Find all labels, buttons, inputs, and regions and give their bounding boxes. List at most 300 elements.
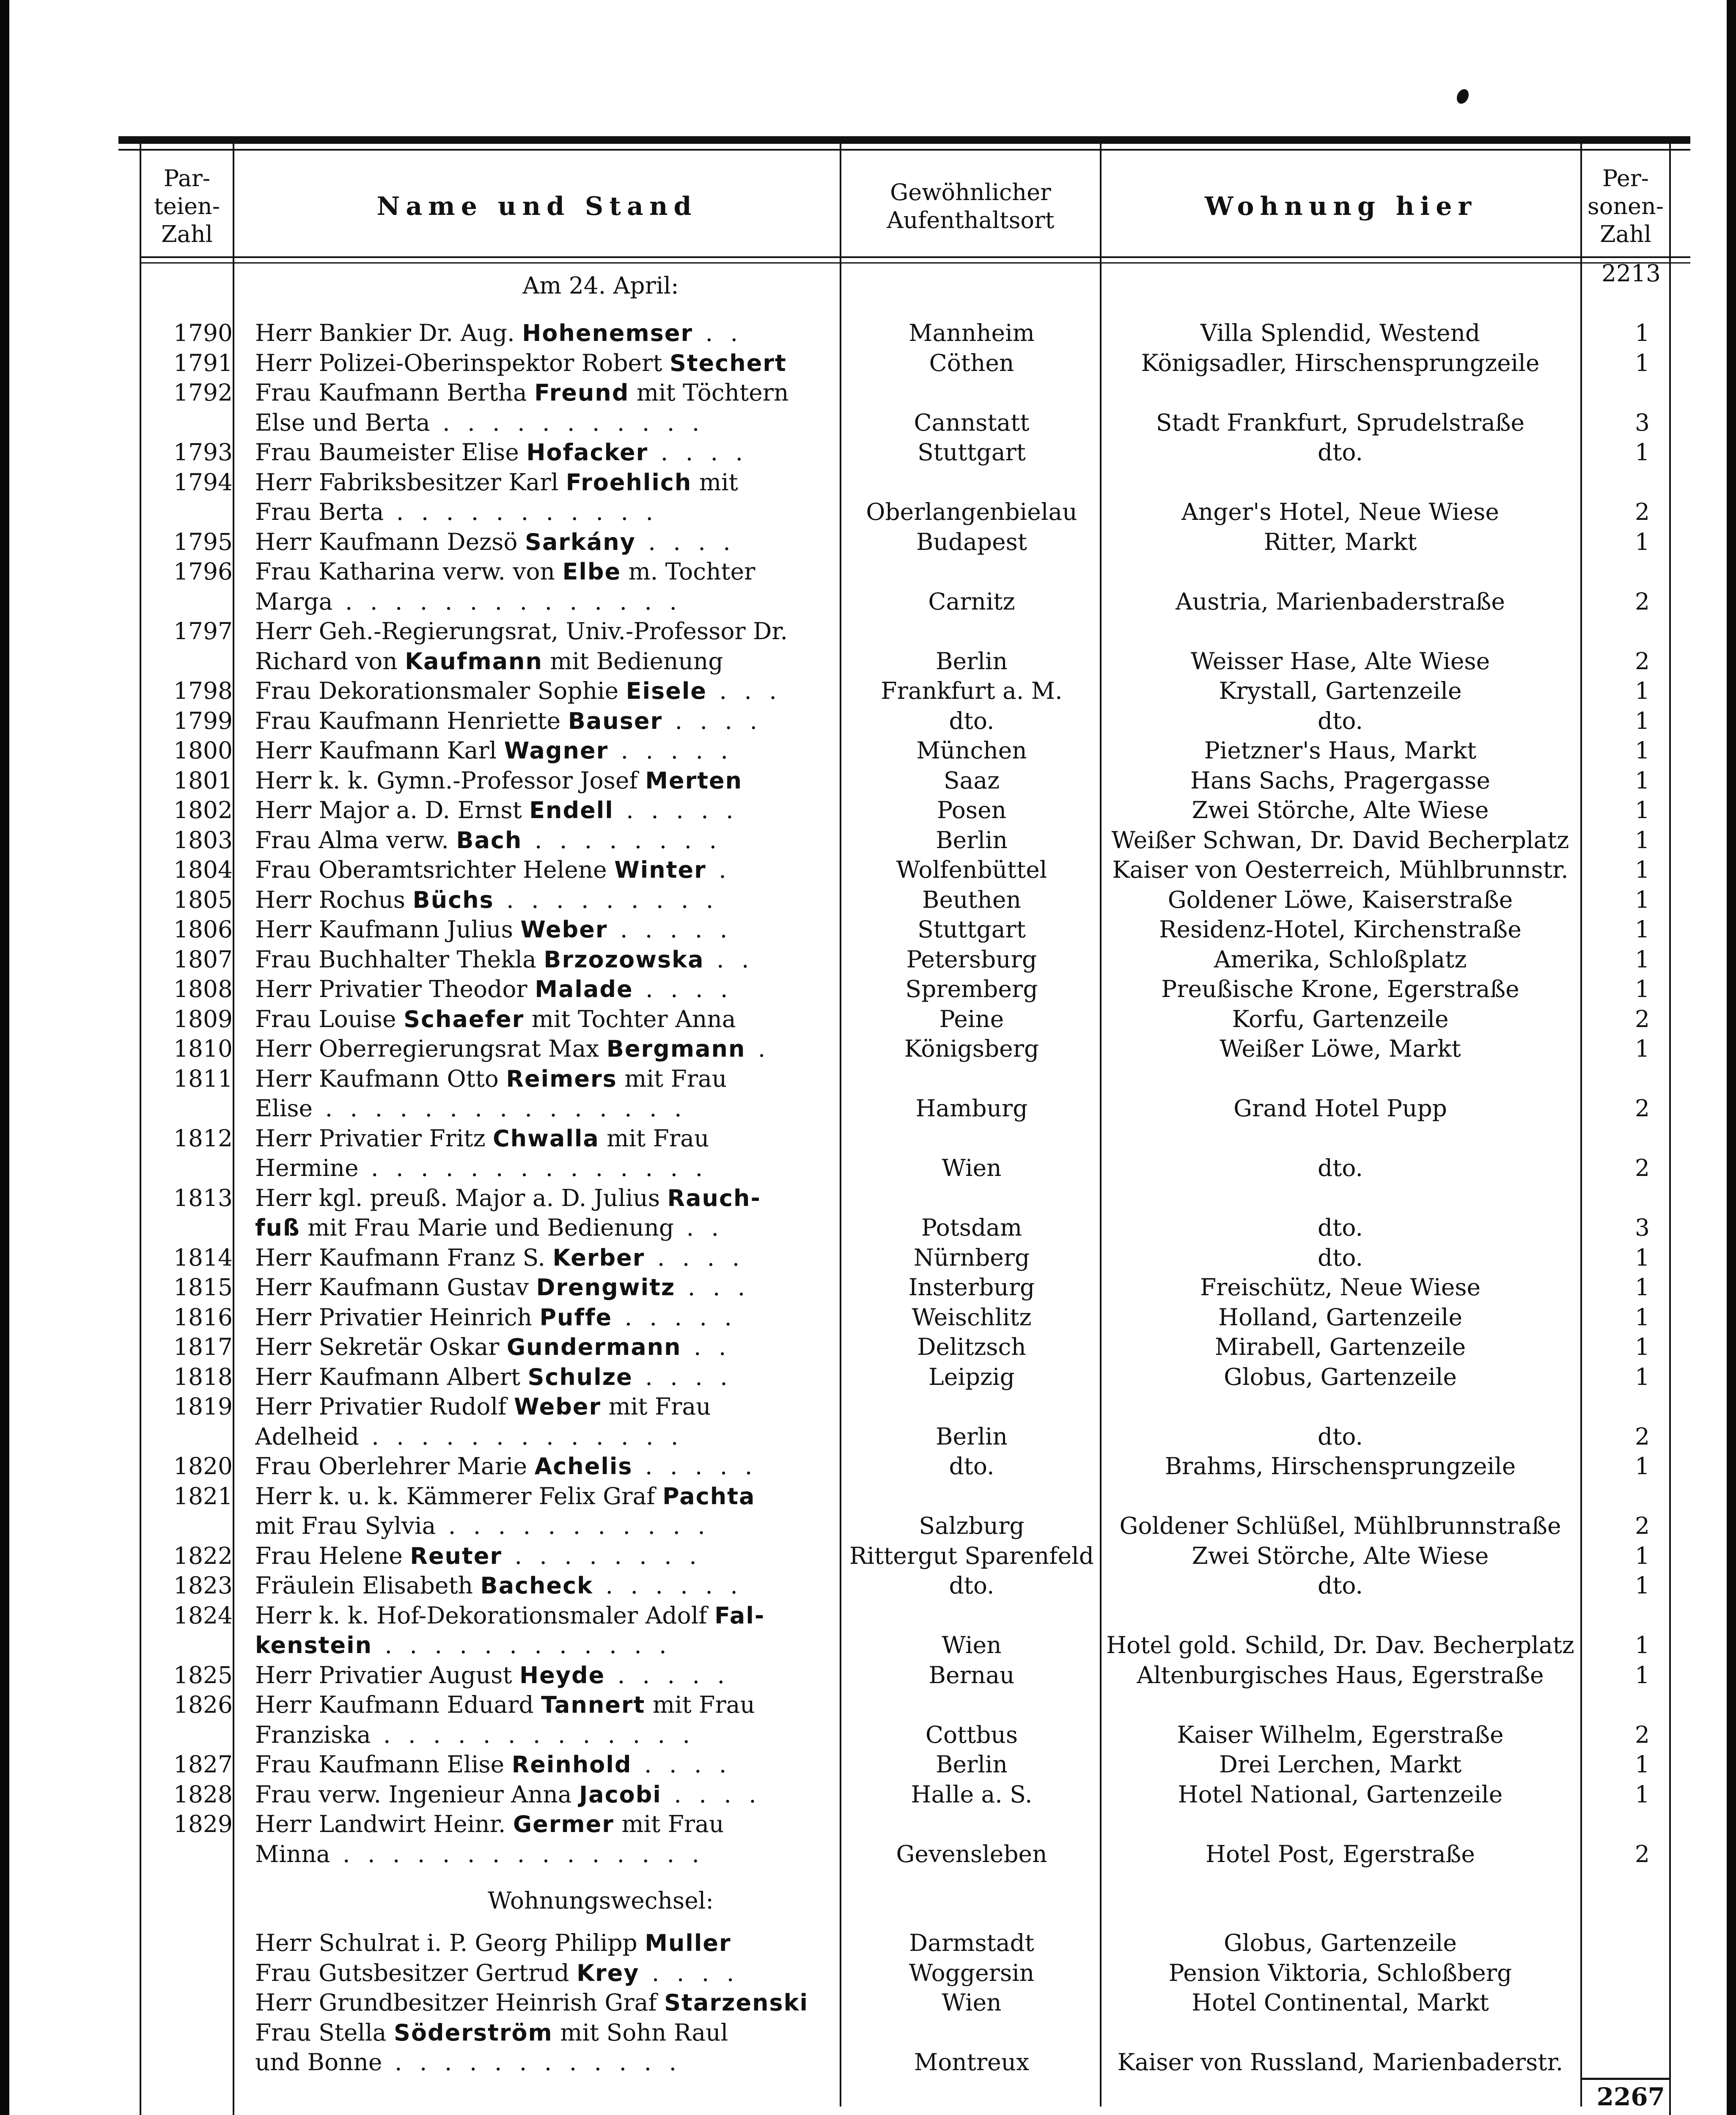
name-text: Herr Schulrat i. P. Georg Philipp <box>255 1929 645 1956</box>
personen-zahl: 1 <box>1635 1363 1650 1390</box>
carried-total: 2213 <box>1601 260 1661 287</box>
parteien-zahl: 1811 <box>173 1065 233 1092</box>
wohnung: Amerika, Schloßplatz <box>1214 945 1467 973</box>
leader-dots: . . . . . . . . . . . . <box>382 2049 682 2076</box>
aufenthaltsort: Berlin <box>936 647 1008 675</box>
aufenthaltsort: Wien <box>942 1154 1002 1181</box>
wohnung: Globus, Gartenzeile <box>1224 1929 1457 1956</box>
personen-zahl: 1 <box>1635 349 1650 376</box>
name-text: Herr k. k. Hof-Dekorationsmaler Adolf <box>255 1601 715 1629</box>
leader-dots: . . . . . . . . . . . . . . <box>332 588 682 615</box>
surname: Jacobi <box>579 1781 662 1808</box>
parteien-zahl: 1790 <box>173 319 233 346</box>
wohnung: Hans Sachs, Pragergasse <box>1190 766 1490 794</box>
table-row <box>127 795 1667 825</box>
table-row <box>127 1839 1667 1869</box>
personen-zahl: 1 <box>1635 1632 1650 1659</box>
parteien-zahl: 1819 <box>173 1393 233 1420</box>
name-text: Frau Buchhalter Thekla <box>255 945 544 973</box>
aufenthaltsort: Oberlangenbielau <box>866 498 1077 525</box>
header-wohnung-hier: Wohnung hier <box>1204 192 1478 221</box>
scan-edge-left <box>0 0 9 2115</box>
wohnung: Königsadler, Hirschensprungzeile <box>1141 349 1540 376</box>
name-text: Elise <box>255 1095 313 1122</box>
surname: Kaufmann <box>405 648 543 675</box>
aufenthaltsort: Frankfurt a. M. <box>881 677 1063 704</box>
surname: kenstein <box>255 1632 373 1659</box>
table-row <box>127 646 1667 676</box>
aufenthaltsort: Insterburg <box>908 1274 1035 1301</box>
name-text: Frau Kaufmann Bertha <box>255 379 535 406</box>
name-text: Herr Fabriksbesitzer Karl <box>255 468 566 496</box>
personen-zahl: 1 <box>1635 1751 1650 1778</box>
parteien-zahl: 1807 <box>173 945 233 973</box>
leader-dots: . . <box>704 945 754 973</box>
surname: fuß <box>255 1214 300 1241</box>
wohnung: Goldener Löwe, Kaiserstraße <box>1167 886 1513 913</box>
table-row <box>127 766 1667 795</box>
table-row <box>127 1153 1667 1183</box>
parteien-zahl: 1803 <box>173 826 233 854</box>
wohnung: Zwei Störche, Alte Wiese <box>1192 797 1489 824</box>
leader-dots: . . . . . <box>607 916 733 943</box>
surname: Bacheck <box>480 1572 593 1599</box>
table-row <box>127 1630 1667 1660</box>
name-text: Herr Oberregierungsrat Max <box>255 1035 607 1062</box>
leader-dots: . . . . . . . . . . . . . <box>371 1721 695 1748</box>
personen-zahl: 1 <box>1635 677 1650 704</box>
parteien-zahl: 1820 <box>173 1453 233 1480</box>
surname: Puffe <box>539 1304 613 1331</box>
aufenthaltsort: Cöthen <box>929 349 1014 376</box>
table-row <box>127 1481 1667 1511</box>
name-und-stand <box>255 2018 949 2048</box>
table-row <box>127 587 1667 616</box>
table-row <box>127 1332 1667 1362</box>
parteien-zahl: 1829 <box>173 1810 233 1838</box>
aufenthaltsort: Woggersin <box>909 1959 1035 1986</box>
header-bottom-rule-2 <box>140 262 1690 264</box>
surname: Bauser <box>568 707 663 734</box>
wohnung: Korfu, Gartenzeile <box>1232 1005 1449 1033</box>
wohnung: dto. <box>1318 439 1363 466</box>
parteien-zahl: 1800 <box>173 737 233 764</box>
name-text: Herr Privatier August <box>255 1661 519 1689</box>
name-und-stand <box>255 1392 949 1422</box>
table-row <box>127 1988 1667 2017</box>
leader-dots: . . . . . <box>612 1303 737 1331</box>
name-text: Herr Geh.-Regierungsrat, Univ.-Professor Dr. <box>255 618 788 645</box>
name-text: Herr Kaufmann Albert <box>255 1363 528 1390</box>
name-und-stand <box>255 467 949 497</box>
wohnung: Hotel Continental, Markt <box>1192 1989 1489 2016</box>
wohnung: Grand Hotel Pupp <box>1233 1095 1447 1122</box>
table-row <box>127 1392 1667 1421</box>
surname: Elbe <box>562 558 621 585</box>
name-text: Richard von <box>255 647 405 675</box>
surname: Sarkány <box>525 528 636 555</box>
name-text: Herr Polizei-Oberinspektor Robert <box>255 349 670 376</box>
surname: Bach <box>456 827 522 854</box>
wohnung: Altenburgisches Haus, Egerstraße <box>1137 1661 1544 1689</box>
surname: Tannert <box>541 1692 646 1718</box>
parteien-zahl: 1796 <box>173 558 233 585</box>
surname: Eisele <box>626 678 707 704</box>
parteien-zahl: 1804 <box>173 856 233 883</box>
parteien-zahl: 1810 <box>173 1035 233 1062</box>
table-row <box>127 616 1667 646</box>
parteien-zahl: 1798 <box>173 677 233 704</box>
name-text: Frau Gutsbesitzer Gertrud <box>255 1959 577 1986</box>
wohnung: Krystall, Gartenzeile <box>1219 677 1462 704</box>
personen-zahl: 2 <box>1635 588 1650 615</box>
personen-zahl: 2 <box>1635 647 1650 675</box>
personen-zahl: 1 <box>1635 1780 1650 1808</box>
aufenthaltsort: Darmstadt <box>909 1929 1034 1956</box>
table-row <box>127 1272 1667 1302</box>
leader-dots: . . . . <box>648 439 748 466</box>
surname: Weber <box>514 1393 602 1420</box>
leader-dots: . . . . . . . . . . . <box>430 409 705 436</box>
wohnung: Hotel Post, Egerstraße <box>1206 1840 1475 1868</box>
parteien-zahl: 1808 <box>173 975 233 1003</box>
parteien-zahl: 1825 <box>173 1661 233 1689</box>
table-row <box>127 1780 1667 1809</box>
parteien-zahl: 1791 <box>173 349 233 376</box>
personen-zahl: 1 <box>1635 886 1650 913</box>
leader-dots: . . . . . . . . <box>522 826 722 854</box>
leader-dots: . . . . . <box>632 1453 758 1480</box>
wohnung: Weisser Hase, Alte Wiese <box>1190 647 1490 675</box>
parteien-zahl: 1827 <box>173 1751 233 1778</box>
table-row <box>127 408 1667 437</box>
name-text: Herr k. u. k. Kämmerer Felix Graf <box>255 1482 663 1510</box>
parteien-zahl: 1823 <box>173 1572 233 1599</box>
name-text: Frau Kaufmann Henriette <box>255 707 568 734</box>
table-row <box>127 1302 1667 1332</box>
parteien-zahl: 1809 <box>173 1005 233 1033</box>
table-row <box>127 706 1667 736</box>
personen-zahl: 1 <box>1635 916 1650 943</box>
leader-dots: . . . . . . . . . . . . . <box>359 1423 684 1450</box>
parteien-zahl: 1821 <box>173 1482 233 1510</box>
table-row <box>127 1928 1667 1958</box>
name-text: Herr Privatier Fritz <box>255 1124 493 1152</box>
parteien-zahl: 1815 <box>173 1274 233 1301</box>
wohnung: Weißer Schwan, Dr. David Becherplatz <box>1111 826 1569 854</box>
table-row <box>127 1213 1667 1242</box>
name-und-stand <box>255 1481 949 1511</box>
header-parteien-zahl: Par- teien- Zahl <box>154 165 220 247</box>
name-und-stand <box>255 557 949 587</box>
leader-dots: . . . . . . . . . <box>494 886 719 913</box>
table-row <box>127 825 1667 855</box>
top-rule-thin <box>118 149 1690 151</box>
table-row <box>127 1004 1667 1034</box>
wohnung: Austria, Marienbaderstraße <box>1176 588 1505 615</box>
name-text: mit Frau <box>645 1691 755 1718</box>
parteien-zahl: 1797 <box>173 618 233 645</box>
leader-dots: . . . . . . . . . . . . . . <box>358 1154 708 1181</box>
name-text: mit <box>692 468 738 496</box>
aufenthaltsort: München <box>916 737 1027 764</box>
surname: Chwalla <box>492 1125 599 1152</box>
table-row <box>127 348 1667 378</box>
name-text: Herr Privatier Rudolf <box>255 1393 514 1420</box>
personen-zahl: 3 <box>1635 409 1650 436</box>
table-row <box>127 1093 1667 1123</box>
name-text: Frau verw. Ingenieur Anna <box>255 1780 580 1808</box>
wohnung: Kaiser von Russland, Marienbaderstr. <box>1117 2049 1563 2076</box>
surname: Winter <box>614 857 706 883</box>
name-text: mit Sohn Raul <box>552 2019 728 2046</box>
leader-dots: . . . . . <box>613 797 739 824</box>
name-und-stand <box>255 1123 949 1154</box>
name-text: Frau Louise <box>255 1005 404 1033</box>
surname: Söderström <box>393 2019 553 2046</box>
personen-zahl: 1 <box>1635 319 1650 346</box>
table-row <box>127 2047 1667 2077</box>
grand-total: 2267 <box>1596 2082 1665 2111</box>
surname: Malade <box>535 976 633 1003</box>
name-text: Frau Katharina verw. von <box>255 558 563 585</box>
name-text: Herr Kaufmann Karl <box>255 737 504 764</box>
ink-dot <box>1455 87 1471 106</box>
scan-edge-right <box>1727 0 1736 2115</box>
parteien-zahl: 1813 <box>173 1184 233 1211</box>
aufenthaltsort: Cannstatt <box>914 409 1030 436</box>
table-row <box>127 527 1667 557</box>
leader-dots: . . . . . <box>605 1661 730 1689</box>
personen-zahl: 2 <box>1635 1005 1650 1033</box>
surname: Büchs <box>412 886 494 913</box>
parteien-zahl: 1799 <box>173 707 233 734</box>
aufenthaltsort: Peine <box>939 1005 1004 1033</box>
parteien-zahl: 1824 <box>173 1601 233 1629</box>
surname: Reuter <box>410 1542 502 1569</box>
surname: Stechert <box>669 349 787 376</box>
leader-dots: . . . . . . . . . . . <box>436 1512 710 1539</box>
surname: Hohenemser <box>522 320 693 346</box>
table-row <box>127 557 1667 586</box>
leader-dots: . . . . . . <box>593 1572 743 1599</box>
aufenthaltsort: Stuttgart <box>917 916 1026 943</box>
surname: Froehlich <box>566 469 692 496</box>
section-change: Wohnungswechsel: <box>488 1887 714 1914</box>
wohnung: Globus, Gartenzeile <box>1224 1363 1457 1390</box>
parteien-zahl: 1795 <box>173 528 233 555</box>
name-text: Fräulein Elisabeth <box>255 1572 481 1599</box>
name-text: Frau Stella <box>255 2019 394 2046</box>
surname: Schulze <box>527 1363 633 1390</box>
table-row <box>127 1064 1667 1093</box>
name-text: Minna <box>255 1840 330 1868</box>
name-und-stand <box>255 1690 949 1720</box>
wohnung: Mirabell, Gartenzeile <box>1214 1333 1466 1360</box>
leader-dots: . . . . . . . . . . . . . . . <box>330 1840 705 1868</box>
aufenthaltsort: Salzburg <box>919 1512 1025 1539</box>
parteien-zahl: 1806 <box>173 916 233 943</box>
name-text: Frau Kaufmann Elise <box>255 1751 512 1778</box>
name-text: Herr Privatier Theodor <box>255 975 535 1003</box>
wohnung: Brahms, Hirschensprungzeile <box>1165 1453 1516 1480</box>
wohnung: dto. <box>1318 1154 1363 1181</box>
aufenthaltsort: dto. <box>949 1453 994 1480</box>
table-row <box>127 1511 1667 1541</box>
surname: Pachta <box>662 1483 755 1510</box>
name-text: Hermine <box>255 1154 359 1181</box>
aufenthaltsort: Mannheim <box>909 319 1035 346</box>
surname: Starzenski <box>664 1989 809 2016</box>
name-text: mit Frau <box>601 1393 711 1420</box>
leader-dots: . . . . . <box>608 737 733 764</box>
surname: Reinhold <box>511 1751 632 1778</box>
name-text: Adelheid <box>255 1423 359 1450</box>
surname: Freund <box>534 379 629 406</box>
table-row <box>127 1690 1667 1719</box>
name-text: Herr Kaufmann Julius <box>255 916 521 943</box>
name-text: mit Frau Sylvia <box>255 1512 436 1539</box>
aufenthaltsort: Wolfenbüttel <box>896 856 1047 883</box>
parteien-zahl: 1792 <box>173 379 233 406</box>
table-row <box>127 1809 1667 1839</box>
surname: Kerber <box>552 1244 645 1271</box>
parteien-zahl: 1794 <box>173 468 233 496</box>
parteien-zahl: 1828 <box>173 1780 233 1808</box>
leader-dots: . . . <box>675 1274 750 1301</box>
wohnung: Drei Lerchen, Markt <box>1219 1751 1462 1778</box>
name-text: Herr k. k. Gymn.-Professor Josef <box>255 766 646 794</box>
table-row <box>127 467 1667 497</box>
aufenthaltsort: Weischlitz <box>912 1303 1032 1331</box>
personen-zahl: 2 <box>1635 1154 1650 1181</box>
table-row <box>127 497 1667 527</box>
aufenthaltsort: Königsberg <box>904 1035 1039 1062</box>
name-und-stand <box>255 1809 949 1839</box>
parteien-zahl: 1805 <box>173 886 233 913</box>
surname: Wagner <box>504 737 609 764</box>
aufenthaltsort: Potsdam <box>921 1214 1022 1241</box>
wohnung: Hotel National, Gartenzeile <box>1178 1780 1503 1808</box>
parteien-zahl: 1814 <box>173 1244 233 1271</box>
parteien-zahl: 1818 <box>173 1363 233 1390</box>
aufenthaltsort: Gevensleben <box>896 1840 1047 1868</box>
wohnung: Kaiser Wilhelm, Egerstraße <box>1177 1721 1504 1748</box>
personen-zahl: 1 <box>1635 1035 1650 1062</box>
aufenthaltsort: Posen <box>937 797 1007 824</box>
table-row <box>127 885 1667 915</box>
name-text: Frau Dekorationsmaler Sophie <box>255 677 626 704</box>
name-text: Frau Baumeister Elise <box>255 439 527 466</box>
table-row <box>127 1451 1667 1481</box>
wohnung: Freischütz, Neue Wiese <box>1200 1274 1481 1301</box>
personen-zahl: 1 <box>1635 737 1650 764</box>
name-und-stand <box>255 616 949 646</box>
name-text: Herr Major a. D. Ernst <box>255 797 530 824</box>
name-und-stand <box>255 1183 949 1213</box>
wohnung: Preußische Krone, Egerstraße <box>1161 975 1519 1003</box>
wohnung: Villa Splendid, Westend <box>1200 319 1481 346</box>
name-text: Herr Kaufmann Gustav <box>255 1274 536 1301</box>
name-text: Marga <box>255 588 333 615</box>
name-text: mit Tochter Anna <box>524 1005 736 1033</box>
wohnung: dto. <box>1318 1572 1363 1599</box>
name-text: Frau Oberlehrer Marie <box>255 1453 535 1480</box>
aufenthaltsort: Berlin <box>936 1751 1008 1778</box>
table-row <box>127 437 1667 467</box>
personen-zahl: 1 <box>1635 1303 1650 1331</box>
aufenthaltsort: Delitzsch <box>917 1333 1026 1360</box>
leader-dots: . . . . <box>662 707 763 734</box>
surname: Merten <box>645 767 743 794</box>
name-text: mit Frau Marie und Bedienung <box>300 1214 674 1241</box>
surname: Germer <box>513 1811 614 1838</box>
aufenthaltsort: Bernau <box>928 1661 1015 1689</box>
aufenthaltsort: Wien <box>942 1989 1002 2016</box>
table-row <box>127 318 1667 348</box>
table-row <box>127 1958 1667 1988</box>
wohnung: dto. <box>1318 1423 1363 1450</box>
aufenthaltsort: Carnitz <box>928 588 1015 615</box>
table-row <box>127 378 1667 407</box>
personen-zahl: 1 <box>1635 766 1650 794</box>
table-row <box>127 1183 1667 1213</box>
leader-dots: . . . . <box>661 1780 761 1808</box>
header-name-und-stand: Name und Stand <box>376 192 698 221</box>
leader-dots: . . . . <box>645 1244 745 1271</box>
surname: Drengwitz <box>536 1274 676 1301</box>
name-text: und Bonne <box>255 2049 382 2076</box>
aufenthaltsort: dto. <box>949 1572 994 1599</box>
name-text: Herr kgl. preuß. Major a. D. Julius <box>255 1184 667 1211</box>
parteien-zahl: 1812 <box>173 1124 233 1152</box>
name-text: Herr Rochus <box>255 886 413 913</box>
wohnung: Stadt Frankfurt, Sprudelstraße <box>1156 409 1525 436</box>
surname: Gundermann <box>506 1334 681 1360</box>
parteien-zahl: 1817 <box>173 1333 233 1360</box>
table-row <box>127 1243 1667 1272</box>
wohnung: Goldener Schlüßel, Mühlbrunnstraße <box>1119 1512 1561 1539</box>
name-text: Else und Berta <box>255 409 430 436</box>
name-text: mit Töchtern <box>629 379 789 406</box>
name-text: Herr Privatier Heinrich <box>255 1303 540 1331</box>
section-heading <box>127 1886 1667 1915</box>
personen-zahl: 1 <box>1635 1542 1650 1569</box>
wohnung: Weißer Löwe, Markt <box>1220 1035 1461 1062</box>
aufenthaltsort: Cottbus <box>925 1721 1018 1748</box>
personen-zahl: 1 <box>1635 826 1650 854</box>
wohnung: Anger's Hotel, Neue Wiese <box>1181 498 1499 525</box>
name-text: mit Frau <box>599 1124 709 1152</box>
personen-zahl: 1 <box>1635 707 1650 734</box>
surname: Muller <box>645 1930 731 1956</box>
aufenthaltsort: Berlin <box>936 826 1008 854</box>
name-text: Herr Sekretär Oskar <box>255 1333 507 1360</box>
parteien-zahl: 1801 <box>173 766 233 794</box>
aufenthaltsort: Halle a. S. <box>911 1780 1033 1808</box>
parteien-zahl: 1802 <box>173 797 233 824</box>
aufenthaltsort: Beuthen <box>922 886 1021 913</box>
name-text: mit Frau <box>617 1065 727 1092</box>
table-row <box>127 945 1667 974</box>
wohnung: dto. <box>1318 1244 1363 1271</box>
personen-zahl: 2 <box>1635 498 1650 525</box>
wohnung: dto. <box>1318 707 1363 734</box>
leader-dots: . <box>706 856 731 883</box>
surname: Achelis <box>534 1453 633 1480</box>
wohnung: Ritter, Markt <box>1264 528 1417 555</box>
table-row <box>127 1660 1667 1690</box>
